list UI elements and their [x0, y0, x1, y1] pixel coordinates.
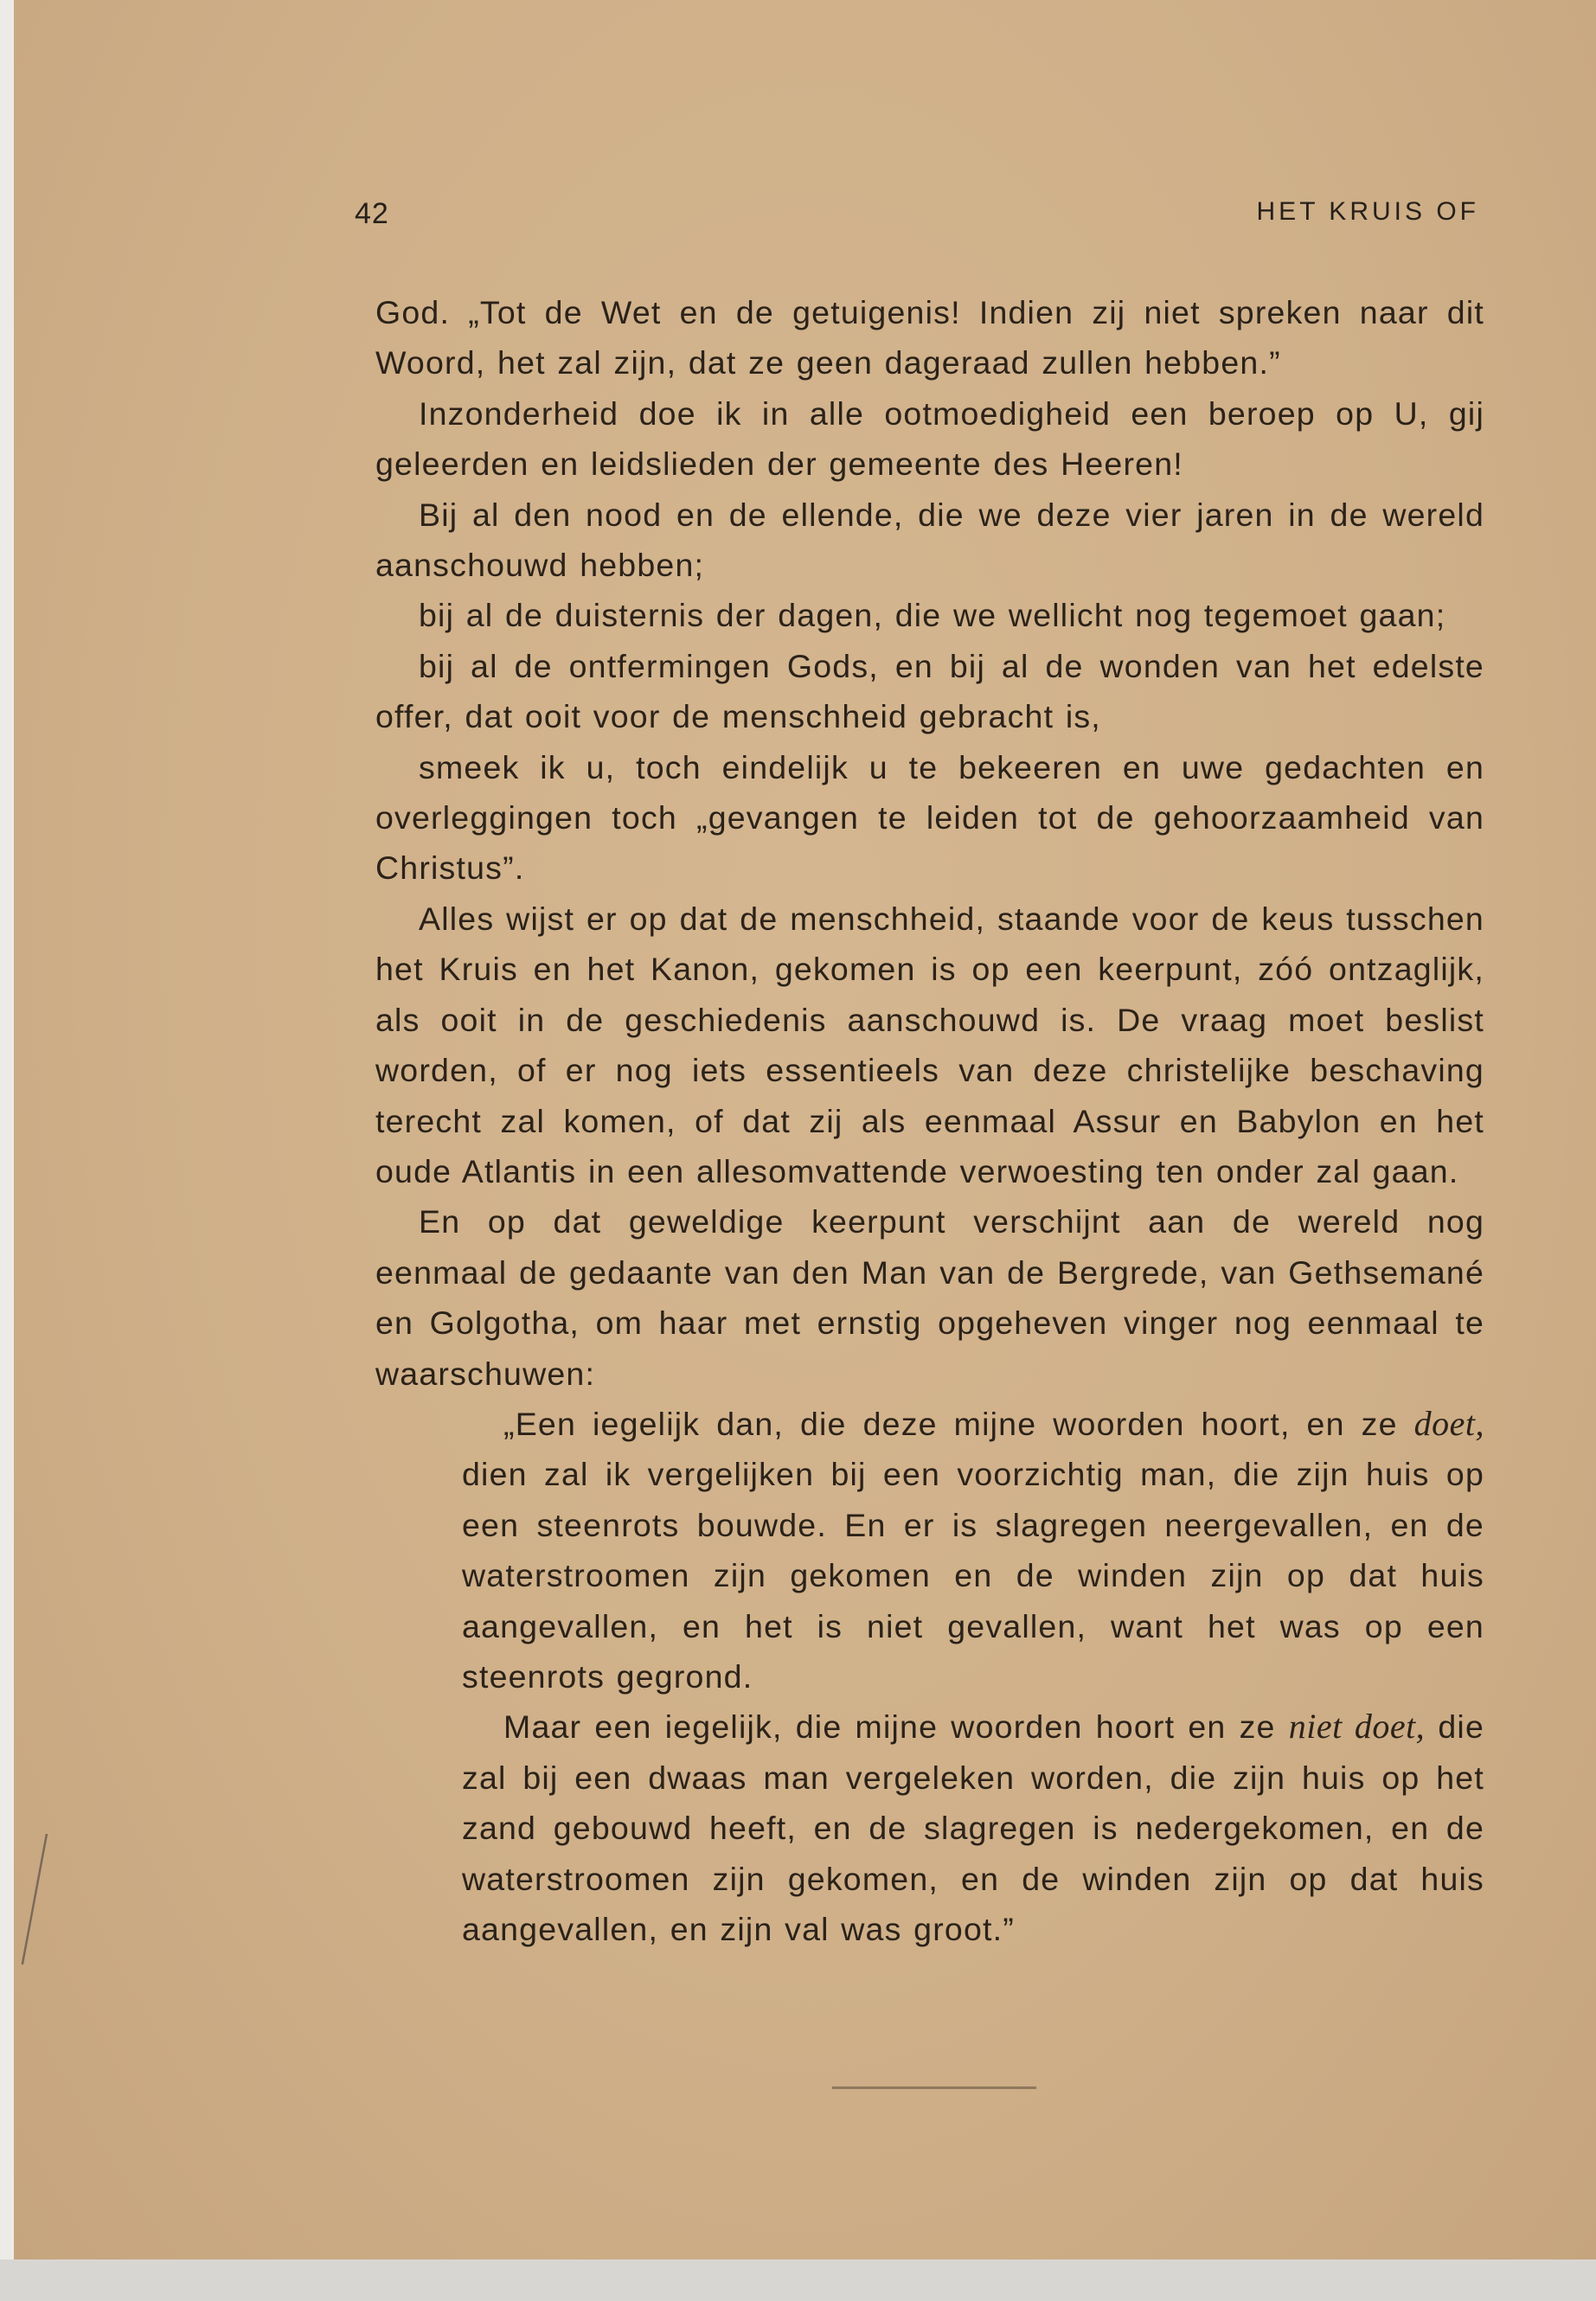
paragraph-2: Inzonderheid doe ik in alle ootmoedigheid een beroep op U, gij geleerden en leidslieden der gemeente des Heeren!: [375, 394, 1484, 483]
quote-2-emphasis: niet doet,: [1288, 1707, 1426, 1747]
paragraph-4: bij al de duisternis der dagen, die we wellicht nog tegemoet gaan;: [419, 597, 1446, 634]
quote-1-text-a: „Een iegelijk dan, die deze mijne woorden hoort, en ze: [503, 1405, 1398, 1442]
paragraph-3: Bij al den nood en de ellende, die we deze vier jaren in de wereld aanschouwd hebben;: [375, 496, 1484, 584]
page-number: 42: [355, 197, 389, 230]
paragraph-1: God. „Tot de Wet en de getuigenis! Indien zij niet spreken naar dit Woord, het zal zijn, dat ze geen dageraad zullen hebben.”: [375, 294, 1484, 381]
paragraph-7: Alles wijst er op dat de menschheid, staande voor de keus tusschen het Kruis en het Kanon, gekomen is op een keerpunt, zóó ontzaglijk, als ooit in de geschiedenis aanschouwd is. De vraag moet beslist worden, of er nog iets essentieels van deze christelijke beschaving terecht zal komen, of dat zij als eenmaal Assur en Babylon en het oude Atlantis in een allesomvattende verwoesting ten onder zal gaan.: [375, 900, 1484, 1189]
paragraph-8: En op dat geweldige keerpunt verschijnt aan de wereld nog eenmaal de gedaante van den Man van de Bergrede, van Gethsemané en Golgotha, om haar met ernstig opgeheven vinger nog eenmaal te waarschuwen:: [375, 1203, 1484, 1392]
quote-2-text-b: die zal bij een dwaas man vergeleken worden, die zijn huis op het zand gebouwd heeft, en de slagregen is nedergekomen, en de waterstroomen zijn gekomen, en de winden zijn op dat huis aangevallen, en zijn val was groot.”: [462, 1708, 1485, 1947]
running-head: [355, 197, 1479, 235]
quote-2-text-a: Maar een iegelijk, die mijne woorden hoort en ze: [503, 1708, 1276, 1746]
body-text: [375, 287, 1484, 1954]
quote-1-emphasis: doet,: [1413, 1403, 1485, 1443]
paragraph-5: bij al de ontfermingen Gods, en bij al de wonden van het edelste offer, dat ooit voor de menschheid gebracht is,: [375, 647, 1484, 735]
scan-bottom-margin: [0, 2259, 1596, 2301]
pencil-mark: [16, 1834, 67, 1972]
quote-paragraph-2: [462, 1702, 1484, 1954]
scan-left-margin: [0, 0, 14, 2301]
paragraph-6: smeek ik u, toch eindelijk u te bekeeren en uwe gedachten en overleggingen toch „gevangen te leiden tot de gehoorzaamheid van Christus”.: [375, 748, 1484, 887]
end-rule: [832, 2086, 1036, 2089]
quote-1-text-b: dien zal ik vergelijken bij een voorzichtig man, die zijn huis op een steenrots bouwde. En er is slagregen neergevallen, en de waterstroomen zijn gekomen en de winden zijn op dat huis aangevallen, en het is niet gevallen, want het was op een steenrots gegrond.: [462, 1456, 1484, 1695]
quote-paragraph-1: [462, 1399, 1484, 1702]
running-title: HET KRUIS OF: [1256, 197, 1479, 226]
scripture-quote: [462, 1399, 1484, 1954]
